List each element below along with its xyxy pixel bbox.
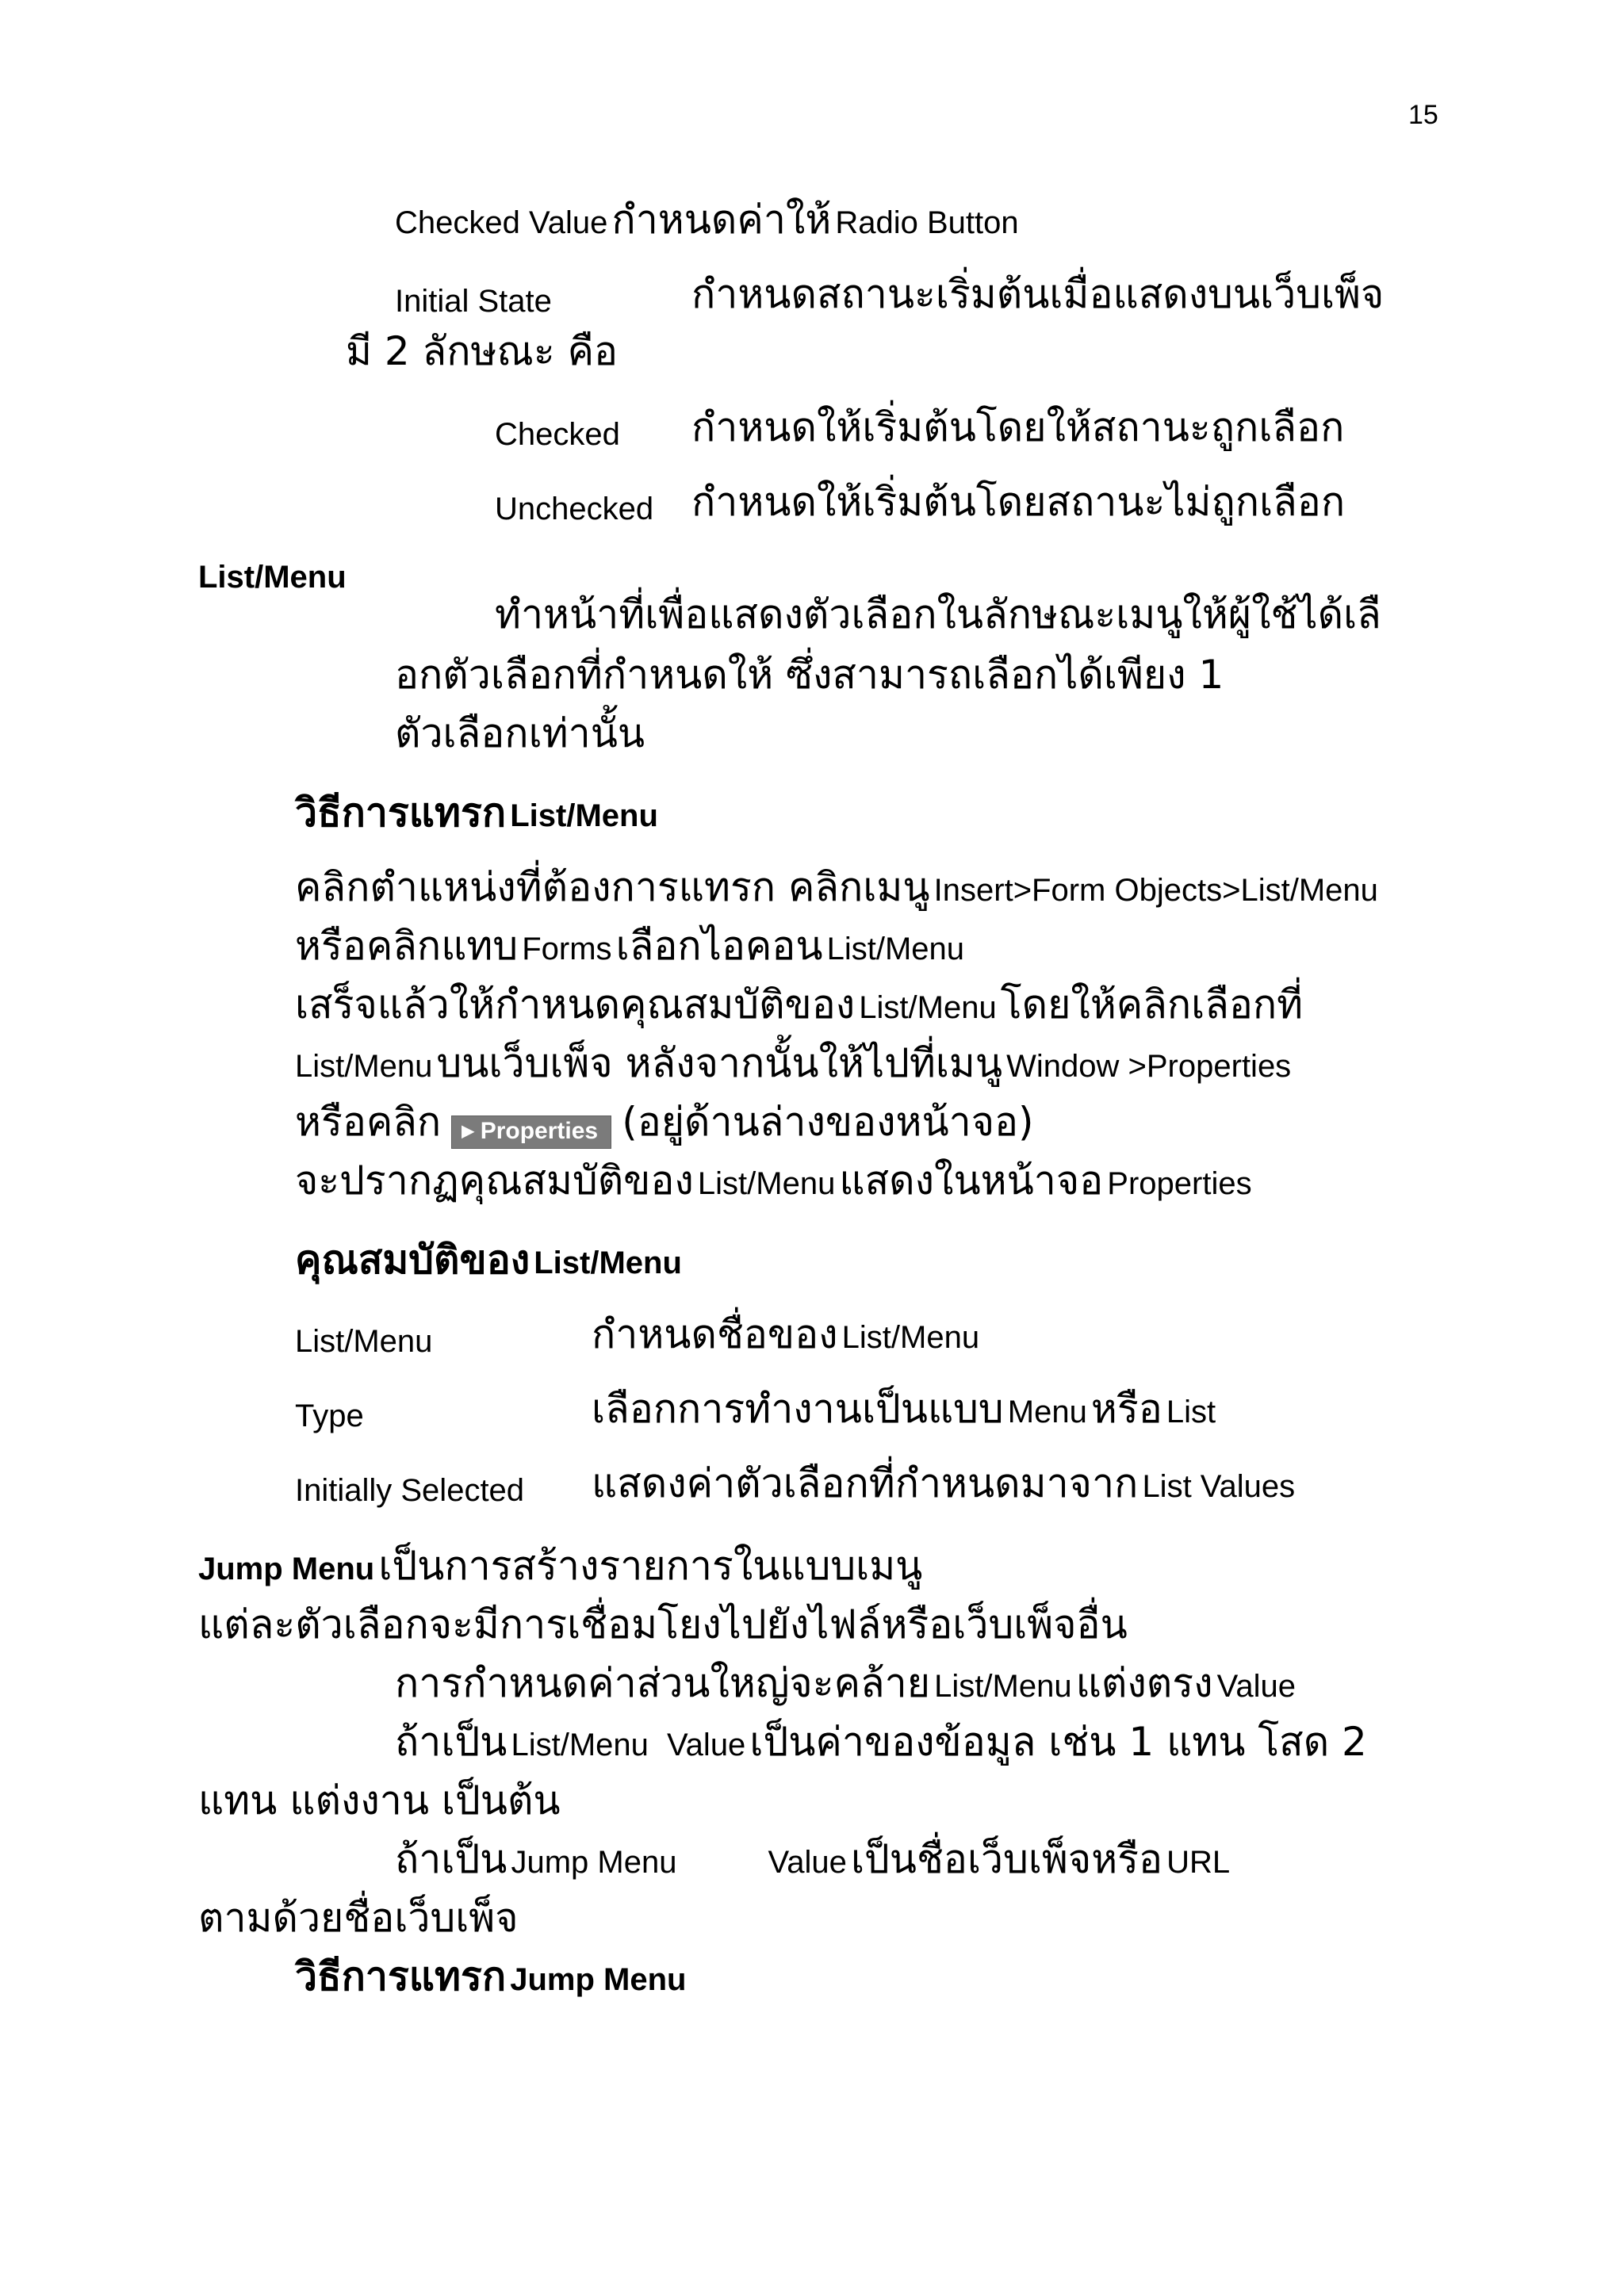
- initial-state-cont: มี 2 ลักษณะ คือ: [346, 328, 619, 374]
- checked-value-target: Radio Button: [835, 205, 1019, 240]
- step1-en: Insert>Form Objects>List/Menu: [933, 873, 1378, 908]
- insert-step-1: [295, 864, 1378, 910]
- jm-th2: เป็นชื่อเว็บเพ็จหรือ: [850, 1836, 1163, 1882]
- lm-en2: Value: [666, 1728, 746, 1762]
- step2-en2: List/Menu: [826, 932, 965, 966]
- jump-menu-value-line2: ตามด้วยชื่อเว็บเพ็จ: [198, 1895, 519, 1941]
- lm-th2: เป็นค่าของข้อมูล เช่น 1 แทน โสด 2: [749, 1719, 1367, 1765]
- props-heading-th: คุณสมบัติของ: [295, 1237, 530, 1283]
- prop-desc-initially-selected: [592, 1460, 1296, 1506]
- checked-value-label: Checked Value: [395, 205, 608, 240]
- insert-heading-en: List/Menu: [510, 798, 658, 833]
- list-menu-heading: List/Menu: [198, 560, 347, 595]
- properties-button[interactable]: [451, 1115, 611, 1149]
- prop0-desc-th: กำหนดชื่อของ: [592, 1311, 838, 1357]
- prop-name-type: Type: [295, 1399, 364, 1433]
- unchecked-text: กำหนดให้เริ่มต้นโดยสถานะไม่ถูกเลือก: [691, 479, 1346, 525]
- insert-step-4: [295, 1040, 1292, 1086]
- prop2-desc-en: List Values: [1142, 1469, 1296, 1504]
- initial-state-label: Initial State: [395, 284, 552, 319]
- jump-menu-intro-th: เป็นการสร้างรายการในแบบเมนู: [378, 1543, 923, 1589]
- jump-menu-config: [395, 1660, 1296, 1706]
- config-en2: Value: [1216, 1669, 1296, 1704]
- step6-en2: Properties: [1107, 1166, 1252, 1201]
- prop-desc-type: [592, 1386, 1216, 1432]
- step3-en1: List/Menu: [859, 990, 997, 1025]
- jump-menu-heading: Jump Menu: [198, 1552, 375, 1586]
- jm-th1: ถ้าเป็น: [395, 1836, 508, 1882]
- list-menu-desc-line2: อกตัวเลือกที่กำหนดให้ ซึ่งสามารถเลือกได้เพียง 1: [395, 652, 1224, 698]
- step3-th1: เสร็จแล้วให้กำหนดคุณสมบัติของ: [295, 982, 856, 1027]
- jm-en3: URL: [1166, 1845, 1231, 1880]
- jump-menu-intro: [198, 1543, 923, 1589]
- step6-en1: List/Menu: [697, 1166, 836, 1201]
- prop2-desc-th: แสดงค่าตัวเลือกที่กำหนดมาจาก: [592, 1460, 1139, 1506]
- step4-en1: List/Menu: [295, 1049, 433, 1084]
- page-number: 15: [1408, 100, 1438, 130]
- props-heading-en: List/Menu: [534, 1246, 682, 1280]
- initial-state-text: กำหนดสถานะเริ่มต้นเมื่อแสดงบนเว็บเพ็จ: [691, 271, 1385, 317]
- checked-text: กำหนดให้เริ่มต้นโดยให้สถานะถูกเลือก: [691, 404, 1345, 450]
- step2-th1: หรือคลิกแทบ: [295, 923, 519, 969]
- prop1-desc-en2: List: [1166, 1395, 1216, 1429]
- checked-label: Checked: [495, 417, 620, 452]
- insert-step-3: [295, 982, 1304, 1027]
- list-menu-value-line2: แทน แต่งงาน เป็นต้น: [198, 1777, 561, 1823]
- lm-th1: ถ้าเป็น: [395, 1719, 508, 1765]
- step3-th2: โดยให้คลิกเลือกที่: [1000, 982, 1304, 1027]
- step5-th2: (อยู่ด้านล่างของหน้าจอ): [622, 1099, 1034, 1145]
- prop-desc-list-menu: [592, 1311, 980, 1357]
- list-menu-value-line: [395, 1719, 1367, 1765]
- prop-name-initially-selected: Initially Selected: [295, 1473, 525, 1508]
- properties-button-label: Properties: [480, 1117, 599, 1144]
- lm-en1: List/Menu: [511, 1728, 649, 1762]
- jm-insert-heading-en: Jump Menu: [510, 1962, 687, 1997]
- jm-en1: Jump Menu: [511, 1845, 677, 1880]
- list-menu-insert-heading: [295, 790, 658, 836]
- config-th2: แต่งตรง: [1075, 1660, 1213, 1706]
- prop0-desc-en: List/Menu: [841, 1320, 980, 1355]
- step1-th: คลิกตำแหน่งที่ต้องการแทรก คลิกเมนู: [295, 864, 930, 910]
- jump-menu-value-line: [395, 1836, 1231, 1882]
- step4-th1: บนเว็บเพ็จ หลังจากนั้นให้ไปที่เมนู: [436, 1040, 1003, 1086]
- prop1-desc-en: Menu: [1007, 1395, 1087, 1429]
- insert-heading-th: วิธีการแทรก: [295, 790, 507, 836]
- jm-insert-heading-th: วิธีการแทรก: [295, 1954, 507, 1999]
- step6-th2: แสดงในหน้าจอ: [839, 1158, 1104, 1203]
- insert-step-5: [295, 1099, 1034, 1149]
- list-menu-desc-line3: ตัวเลือกเท่านั้น: [395, 710, 645, 756]
- list-menu-desc-line1: ทำหน้าที่เพื่อแสดงตัวเลือกในลักษณะเมนูให้ผู้ใช้ได้เลื: [495, 591, 1381, 637]
- step5-th1: หรือคลิก: [295, 1099, 442, 1145]
- prop1-desc-th: เลือกการทำงานเป็นแบบ: [592, 1386, 1004, 1432]
- unchecked-label: Unchecked: [495, 492, 654, 526]
- jm-en2: Value: [768, 1845, 847, 1880]
- jump-menu-intro-line2: แต่ละตัวเลือกจะมีการเชื่อมโยงไปยังไฟล์หรือเว็บเพ็จอื่น: [198, 1601, 1128, 1647]
- config-th1: การกำหนดค่าส่วนใหญ่จะคล้าย: [395, 1660, 931, 1706]
- checked-value-text: กำหนดค่าให้: [611, 197, 832, 243]
- prop1-desc-th2: หรือ: [1090, 1386, 1162, 1432]
- config-en1: List/Menu: [934, 1669, 1072, 1704]
- step6-th1: จะปรากฏคุณสมบัติของ: [295, 1158, 694, 1203]
- step4-en2: Window >Properties: [1006, 1049, 1292, 1084]
- expand-arrow-icon: ▶: [462, 1122, 474, 1140]
- props-heading: [295, 1237, 682, 1283]
- step2-th2: เลือกไอคอน: [615, 923, 823, 969]
- step2-en1: Forms: [522, 932, 612, 966]
- prop-name-list-menu: List/Menu: [295, 1324, 433, 1359]
- jump-menu-insert-heading: [295, 1954, 687, 1999]
- insert-step-6: [295, 1158, 1252, 1203]
- checked-value-line: [395, 197, 1019, 243]
- insert-step-2: [295, 923, 965, 969]
